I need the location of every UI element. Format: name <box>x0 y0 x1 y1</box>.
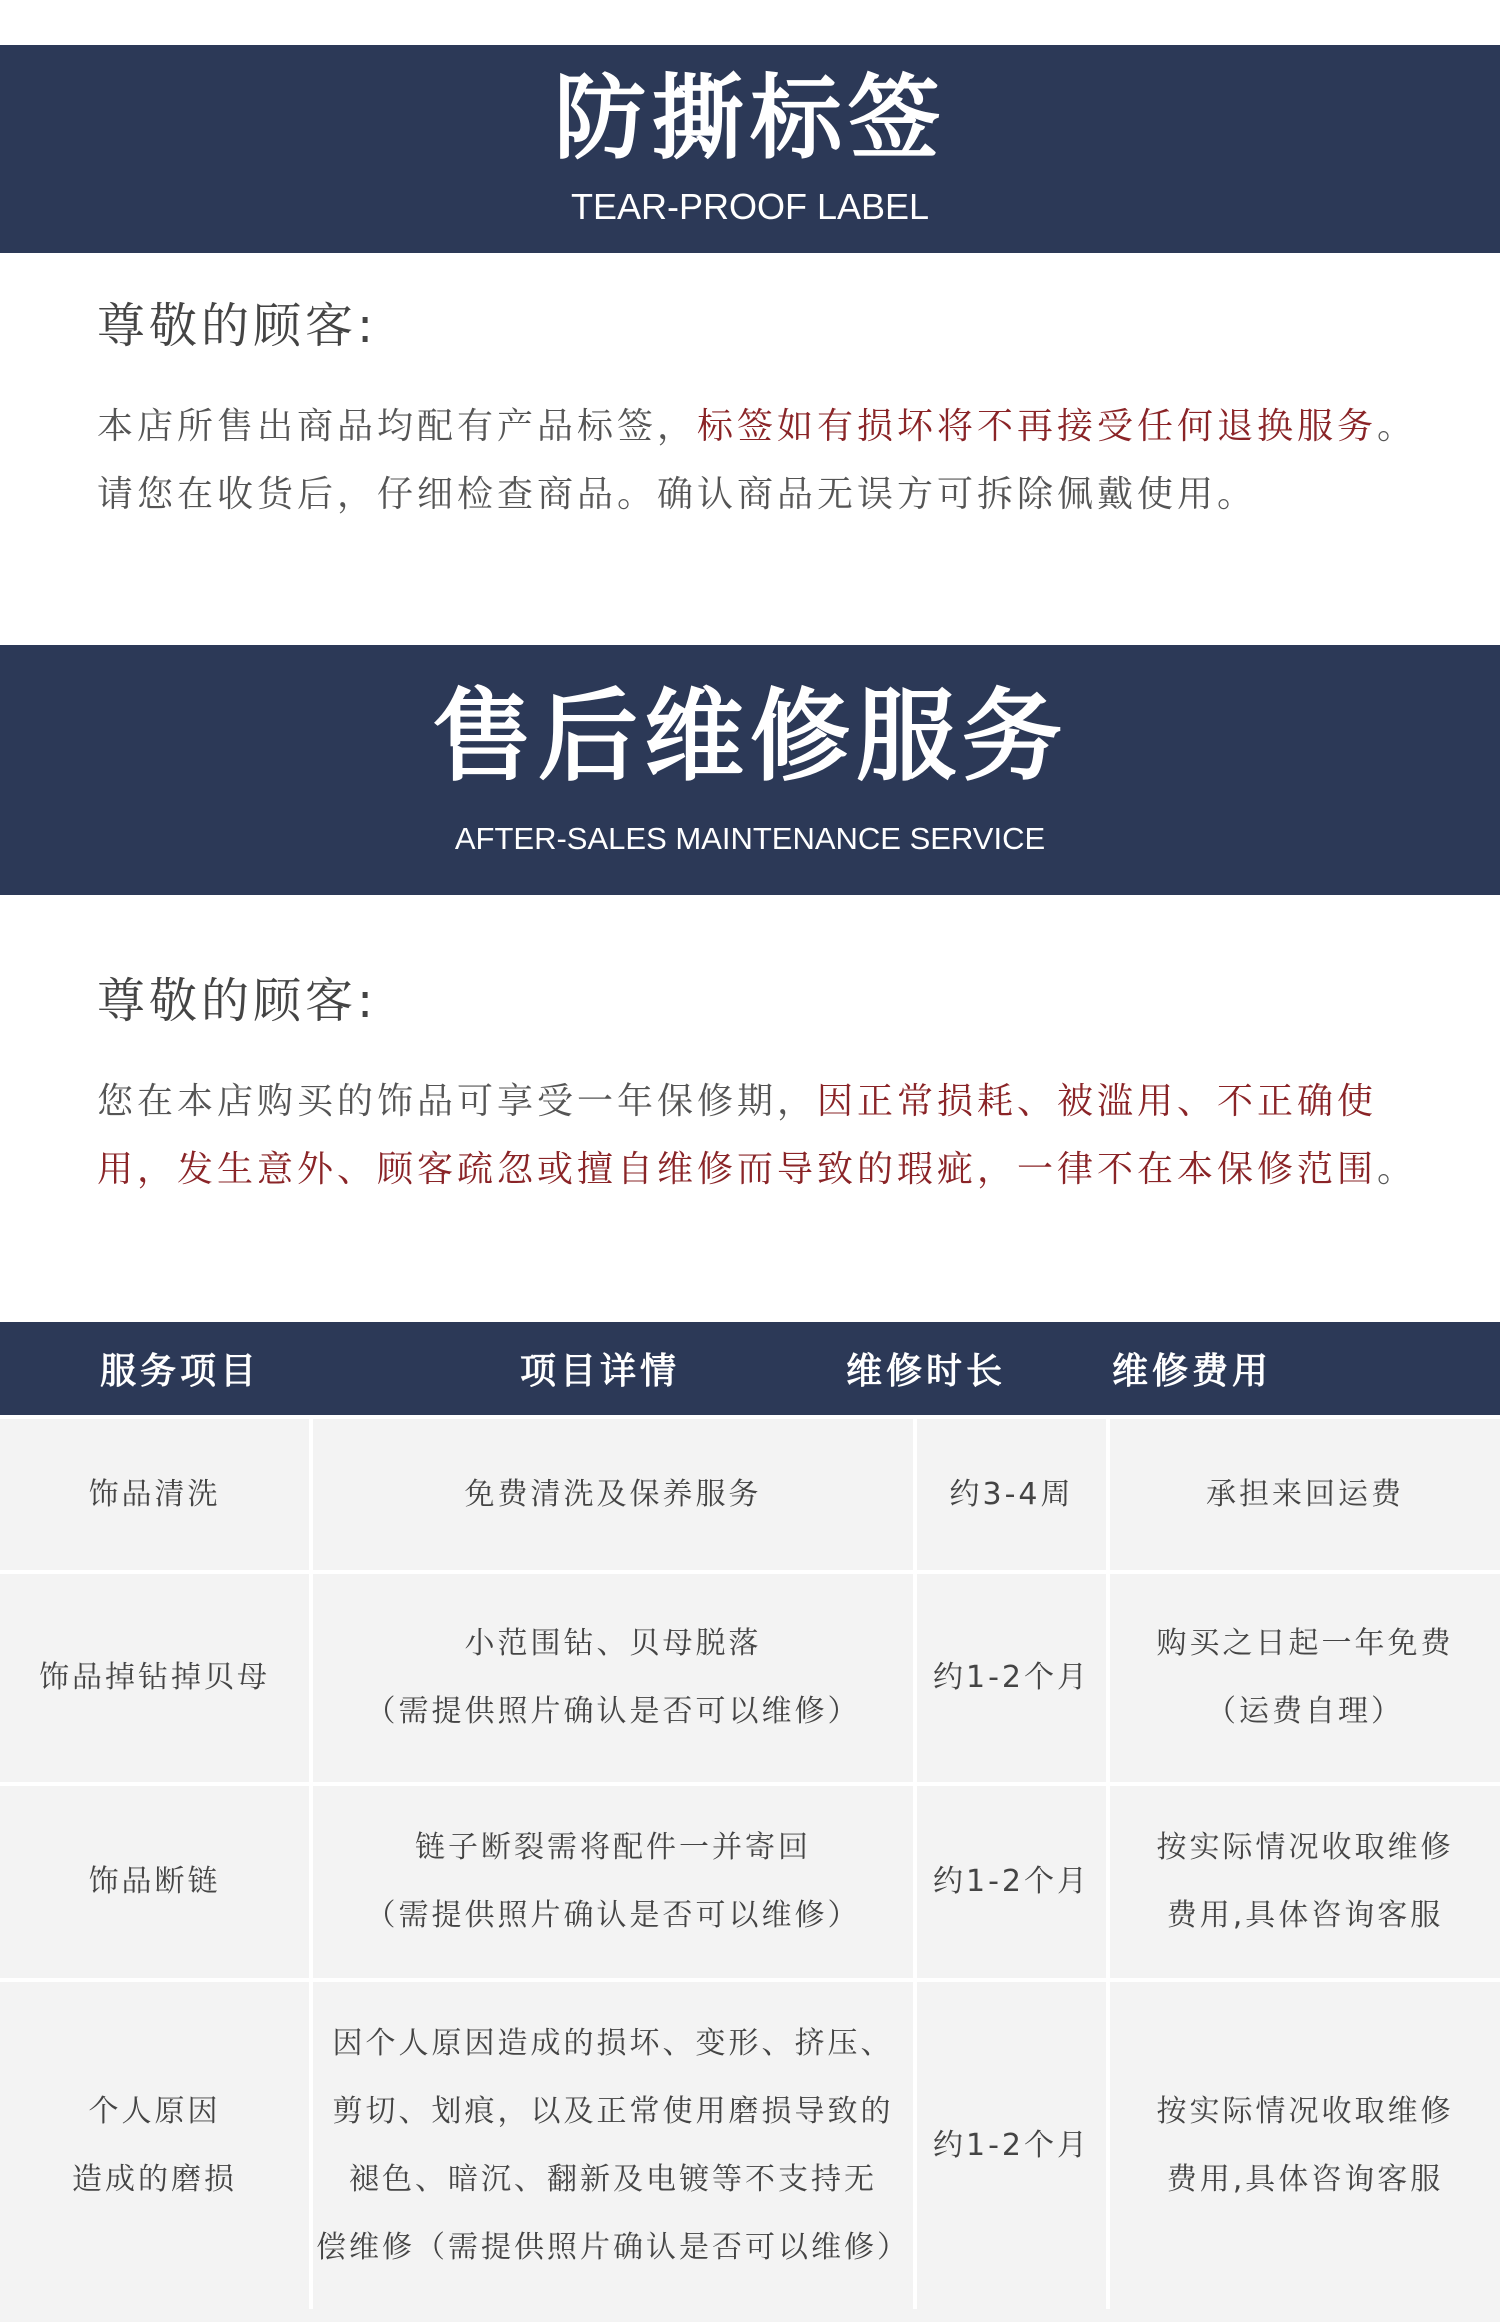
cell-detail <box>313 1419 917 1570</box>
header-service-item: 服务项目 <box>100 1351 261 1392</box>
cell-fee <box>1110 1982 1500 2309</box>
after-sales-banner <box>0 645 1500 895</box>
cell-detail <box>313 1982 917 2309</box>
cell-fee <box>1110 1574 1500 1782</box>
cell-line: （需提供照片确认是否可以维修） <box>365 1898 861 1933</box>
cell-line: （需提供照片确认是否可以维修） <box>365 1694 861 1729</box>
table-row <box>0 1570 1500 1782</box>
greeting: 尊敬的顾客: <box>97 973 378 1029</box>
notice-paragraph <box>97 1068 1427 1204</box>
cell-duration <box>917 1982 1110 2309</box>
cell-fee <box>1110 1786 1500 1978</box>
cell-duration <box>917 1419 1110 1570</box>
tear-proof-notice <box>97 300 1427 529</box>
cell-line: 造成的磨损 <box>72 2161 237 2197</box>
cell-line: 偿维修（需提供照片确认是否可以维修） <box>316 2229 910 2265</box>
cell-line: 饰品掉钻掉贝母 <box>39 1660 270 1695</box>
banner-title-cn: 防撕标签 <box>553 65 946 172</box>
notice-highlight: 因正常损耗、被滥用、不正确使用，发生意外、顾客疏忽或擅自维修而导致的瑕疵，一律不在本保修范围 <box>97 1080 1378 1190</box>
cell-line: 约3-4周 <box>949 1476 1074 1512</box>
notice-highlight: 标签如有损坏将不再接受任何退换服务 <box>697 405 1378 447</box>
cell-line: 按实际情况收取维修 <box>1156 2093 1454 2129</box>
header-fee: 维修费用 <box>1111 1351 1272 1392</box>
cell-line: 个人原因 <box>88 2093 221 2129</box>
cell-line: 约1-2个月 <box>933 2127 1090 2163</box>
cell-service-item <box>0 1419 313 1570</box>
notice-text-tail: 。请您在收货后，仔细检查商品。确认商品无误方可拆除佩戴使用。 <box>97 405 1418 515</box>
cell-line: 免费清洗及保养服务 <box>464 1476 762 1512</box>
table-row <box>0 1415 1500 1570</box>
cell-duration <box>917 1574 1110 1782</box>
cell-line: （运费自理） <box>1206 1694 1404 1729</box>
service-table <box>0 1322 1500 2322</box>
cell-service-item <box>0 1786 313 1978</box>
table-row <box>0 1978 1500 2309</box>
banner-title-cn: 售后维修服务 <box>432 677 1068 795</box>
cell-line: 约1-2个月 <box>933 1660 1090 1695</box>
notice-paragraph <box>97 393 1427 529</box>
cell-line: 剪切、划痕，以及正常使用磨损导致的 <box>332 2093 894 2129</box>
banner-title-en: TEAR-PROOF LABEL <box>570 186 930 227</box>
cell-line: 饰品清洗 <box>88 1476 221 1512</box>
cell-service-item <box>0 1982 313 2309</box>
cell-line: 小范围钻、贝母脱落 <box>464 1626 762 1661</box>
greeting: 尊敬的顾客: <box>97 298 378 354</box>
tear-proof-label-banner <box>0 45 1500 253</box>
warranty-notice <box>97 975 1427 1204</box>
cell-line: 费用,具体咨询客服 <box>1166 1898 1444 1933</box>
table-header <box>0 1322 1500 1415</box>
cell-detail <box>313 1786 917 1978</box>
cell-fee <box>1110 1419 1500 1570</box>
cell-line: 饰品断链 <box>88 1864 221 1899</box>
cell-detail <box>313 1574 917 1782</box>
notice-text: 本店所售出商品均配有产品标签， <box>97 405 698 447</box>
cell-line: 约1-2个月 <box>933 1864 1090 1899</box>
header-detail: 项目详情 <box>519 1351 680 1392</box>
cell-duration <box>917 1786 1110 1978</box>
cell-line: 按实际情况收取维修 <box>1156 1830 1454 1865</box>
cell-line: 费用,具体咨询客服 <box>1166 2161 1444 2197</box>
banner-title-en: AFTER-SALES MAINTENANCE SERVICE <box>454 820 1046 856</box>
cell-service-item <box>0 1574 313 1782</box>
cell-line: 褪色、暗沉、翻新及电镀等不支持无 <box>349 2161 877 2197</box>
notice-text-tail: 。 <box>1377 1148 1418 1190</box>
cell-line: 承担来回运费 <box>1206 1476 1404 1512</box>
table-row <box>0 1782 1500 1978</box>
cell-line: 因个人原因造成的损坏、变形、挤压、 <box>332 2025 894 2061</box>
notice-text: 您在本店购买的饰品可享受一年保修期， <box>97 1080 818 1122</box>
cell-line: 购买之日起一年免费 <box>1156 1626 1454 1661</box>
cell-line: 链子断裂需将配件一并寄回 <box>415 1830 811 1865</box>
header-duration: 维修时长 <box>845 1351 1006 1392</box>
